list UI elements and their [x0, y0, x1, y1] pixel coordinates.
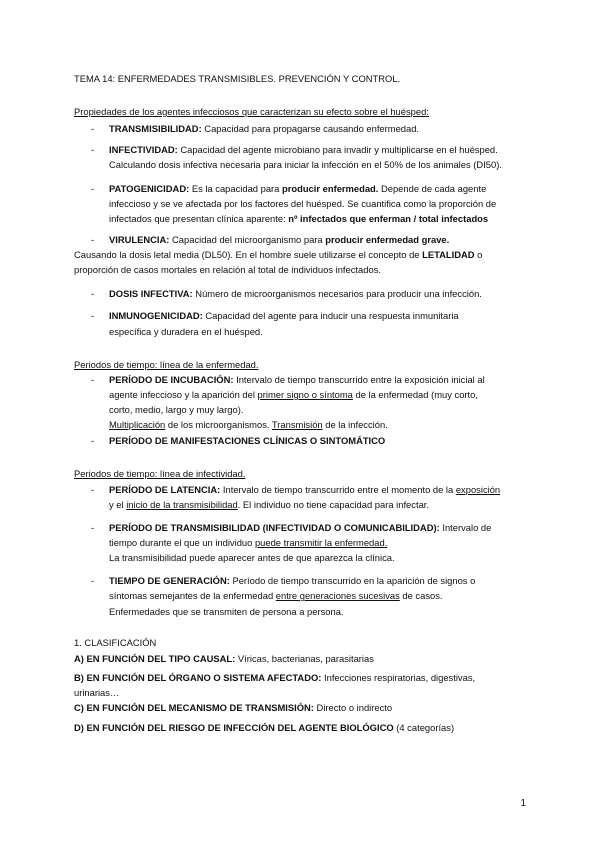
section-heading-infectivity-timeline: Periodos de tiempo: línea de infectividad.	[74, 468, 246, 479]
item-infectividad-line2: Calculando dosis infectiva necesaria para iniciar la infección en el 50% de los animales (DI50).	[109, 159, 502, 170]
bullet-dash: -	[91, 234, 95, 245]
classification-b: B) EN FUNCIÓN DEL ÓRGANO O SISTEMA AFECTADO: Infecciones respiratorias, digestivas,	[74, 672, 476, 683]
section-heading-properties: Propiedades de los agentes infecciosos que caracterizan su efecto sobre el huésped:	[74, 106, 429, 117]
item-incubacion: PERÍODO DE INCUBACIÓN: Intervalo de tiempo transcurrido entre la exposición inicial al	[109, 374, 485, 385]
item-tiempo-generacion: TIEMPO DE GENERACIÓN: Período de tiempo transcurrido en la aparición de signos o	[109, 575, 476, 586]
section-heading-clasificacion: 1. CLASIFICACIÓN	[74, 637, 157, 648]
item-infectividad: INFECTIVIDAD: Capacidad del agente microbiano para invadir y multiplicarse en el huésped.	[109, 144, 498, 155]
item-tiempo-generacion-line3: Enfermedades que se transmiten de persona a persona.	[109, 606, 344, 617]
bullet-dash: -	[91, 288, 95, 299]
item-virulencia: VIRULENCIA: Capacidad del microorganismo para producir enfermedad grave.	[109, 234, 450, 245]
bullet-dash: -	[91, 310, 95, 321]
item-patogenicidad-line3: infectados que presentan clínica aparente: nº infectados que enferman / total infectados	[109, 213, 489, 224]
bullet-dash: -	[91, 484, 95, 495]
item-virulencia-line2: Causando la dosis letal media (DL50). En el hombre suele utilizarse el concepto de LETALIDAD o	[74, 249, 483, 260]
page-number: 1	[520, 798, 526, 809]
item-dosis-infectiva: DOSIS INFECTIVA: Número de microorganismos necesarios para producir una infección.	[109, 288, 482, 299]
section-heading-disease-timeline: Periodos de tiempo: línea de la enfermedad.	[74, 359, 259, 370]
item-manifestaciones: PERÍODO DE MANIFESTACIONES CLÍNICAS O SINTOMÁTICO	[109, 435, 386, 446]
item-patogenicidad: PATOGENICIDAD: Es la capacidad para producir enfermedad. Depende de cada agente	[109, 183, 487, 194]
item-incubacion-line3: corto, medio, largo y muy largo).	[109, 404, 244, 415]
item-latencia-line2: y el inicio de la transmisibilidad. El individuo no tiene capacidad para infectar.	[109, 499, 429, 510]
bullet-dash: -	[91, 144, 95, 155]
item-transmisibilidad-periodo-line2: tiempo durante el que un individuo puede transmitir la enfermedad.	[109, 537, 388, 548]
item-latencia: PERÍODO DE LATENCIA: Intervalo de tiempo transcurrido entre el momento de la exposición	[109, 484, 501, 495]
item-transmisibilidad-periodo-line3: La transmisibilidad puede aparecer antes de que aparezca la clínica.	[109, 552, 395, 563]
document-title: TEMA 14: ENFERMEDADES TRANSMISIBLES. PREVENCIÓN Y CONTROL.	[74, 73, 401, 84]
classification-c: C) EN FUNCIÓN DEL MECANISMO DE TRANSMISIÓN: Directo o indirecto	[74, 702, 393, 713]
item-transmisibilidad: TRANSMISIBILIDAD: Capacidad para propagarse causando enfermedad.	[109, 123, 420, 134]
bullet-dash: -	[91, 435, 95, 446]
bullet-dash: -	[91, 183, 95, 194]
bullet-dash: -	[91, 123, 95, 134]
item-virulencia-line3: proporción de casos mortales en relación al total de individuos infectados.	[74, 264, 381, 275]
classification-d: D) EN FUNCIÓN DEL RIESGO DE INFECCIÓN DEL AGENTE BIOLÓGICO (4 categorías)	[74, 722, 455, 733]
item-inmunogenicidad: INMUNOGENICIDAD: Capacidad del agente para inducir una respuesta inmunitaria	[109, 310, 459, 321]
item-patogenicidad-line2: infeccioso y se ve afectada por los factores del huésped. Se cuantifica como la proporción de	[109, 198, 497, 209]
item-incubacion-line4: Multiplicación de los microorganismos. Transmisión de la infección.	[109, 419, 388, 430]
classification-a: A) EN FUNCIÓN DEL TIPO CAUSAL: Víricas, bacterianas, parasitarias	[74, 653, 374, 664]
classification-b-line2: urinarias…	[74, 687, 120, 698]
item-transmisibilidad-periodo: PERÍODO DE TRANSMISIBILIDAD (INFECTIVIDAD O COMUNICABILIDAD): Intervalo de	[109, 522, 492, 533]
bullet-dash: -	[91, 522, 95, 533]
item-incubacion-line2: agente infeccioso y la aparición del primer signo o síntoma de la enfermedad (muy corto,	[109, 389, 478, 400]
item-tiempo-generacion-line2: síntomas semejantes de la enfermedad entre generaciones sucesivas de casos.	[109, 590, 443, 601]
bullet-dash: -	[91, 575, 95, 586]
item-inmunogenicidad-line2: específica y duradera en el huésped.	[109, 326, 263, 337]
bullet-dash: -	[91, 374, 95, 385]
